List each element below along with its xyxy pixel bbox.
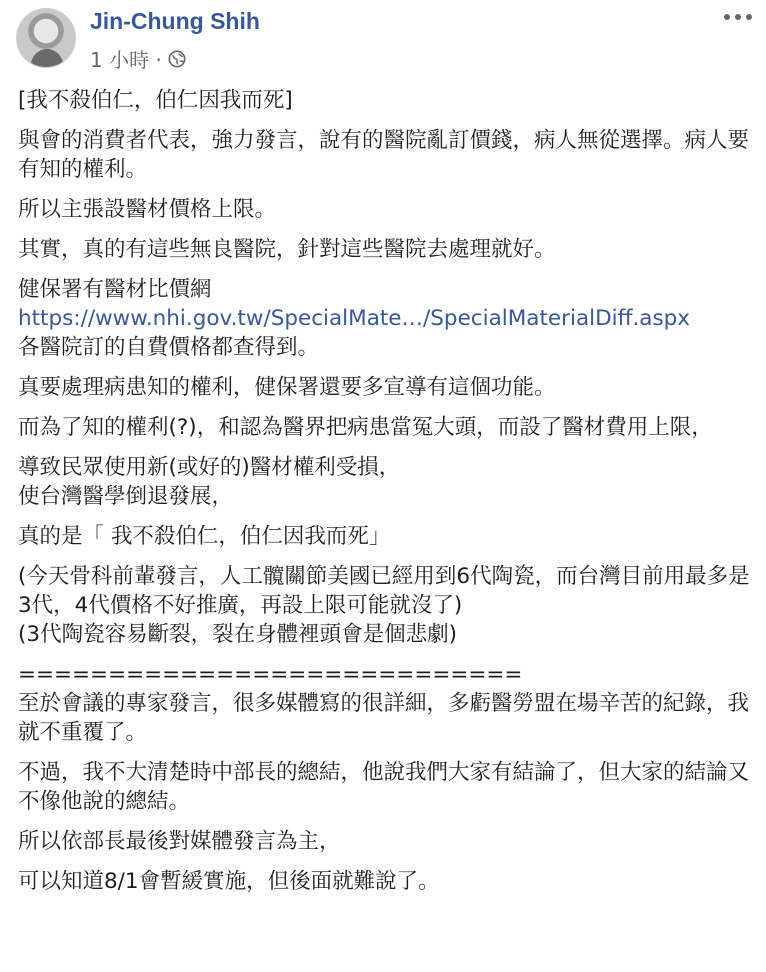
paragraph-5-text-a: 健保署有醫材比價網: [18, 277, 212, 302]
globe-icon: [168, 50, 186, 68]
paragraph-2: 與會的消費者代表，強力發言，說有的醫院亂訂價錢，病人無從選擇。病人要有知的權利。: [18, 128, 750, 182]
post-meta: [90, 44, 186, 73]
more-dot: [746, 14, 752, 20]
more-dot: [735, 14, 741, 20]
paragraph-5: [18, 275, 750, 362]
paragraph-13: 所以依部長最後對媒體發言為主，: [18, 829, 341, 854]
author-name[interactable]: Jin-Chung Shih: [90, 8, 260, 34]
post-body: [18, 86, 750, 907]
more-dot: [724, 14, 730, 20]
paragraph-8: 導致民眾使用新(或好的)醫材權利受損， 使台灣醫學倒退發展，: [18, 455, 401, 509]
paragraph-3: 所以主張設醫材價格上限。: [18, 197, 277, 222]
paragraph-5-text-b: 各醫院訂的自費價格都查得到。: [18, 335, 320, 360]
paragraph-10: (今天骨科前輩發言，人工髖關節美國已經用到6代陶瓷，而台灣目前用最多是3代，4代價格不好推廣，再設上限可能就沒了) (3代陶瓷容易斷裂，裂在身體裡頭會是個悲劇): [18, 564, 750, 647]
paragraph-6: 真要處理病患知的權利，健保署還要多宣導有這個功能。: [18, 375, 556, 400]
paragraph-14: 可以知道8/1會暫緩實施，但後面就難說了。: [18, 869, 440, 894]
timestamp[interactable]: 1 小時 ·: [90, 48, 162, 72]
paragraph-1: [我不殺伯仁，伯仁因我而死]: [18, 88, 293, 113]
avatar[interactable]: [16, 8, 76, 68]
avatar-figure: [31, 49, 63, 68]
more-options-icon[interactable]: [724, 14, 752, 20]
paragraph-4: 其實，真的有這些無良醫院，針對這些醫院去處理就好。: [18, 237, 556, 262]
paragraph-9: 真的是「 我不殺伯仁，伯仁因我而死」: [18, 524, 391, 549]
paragraph-7: 而為了知的權利(?)，和認為醫界把病患當冤大頭，而設了醫材費用上限，: [18, 415, 713, 440]
price-compare-link[interactable]: https://www.nhi.gov.tw/SpecialMate…/SpecialMaterialDiff.aspx: [18, 306, 691, 331]
paragraph-12: 不過，我不大清楚時中部長的總結，他說我們大家有結論了，但大家的結論又不像他說的總結。: [18, 760, 750, 814]
paragraph-11: ============================ 至於會議的專家發言，很多媒體寫的很詳細，多虧醫勞盟在場辛苦的紀錄，我就不重覆了。: [18, 662, 750, 745]
